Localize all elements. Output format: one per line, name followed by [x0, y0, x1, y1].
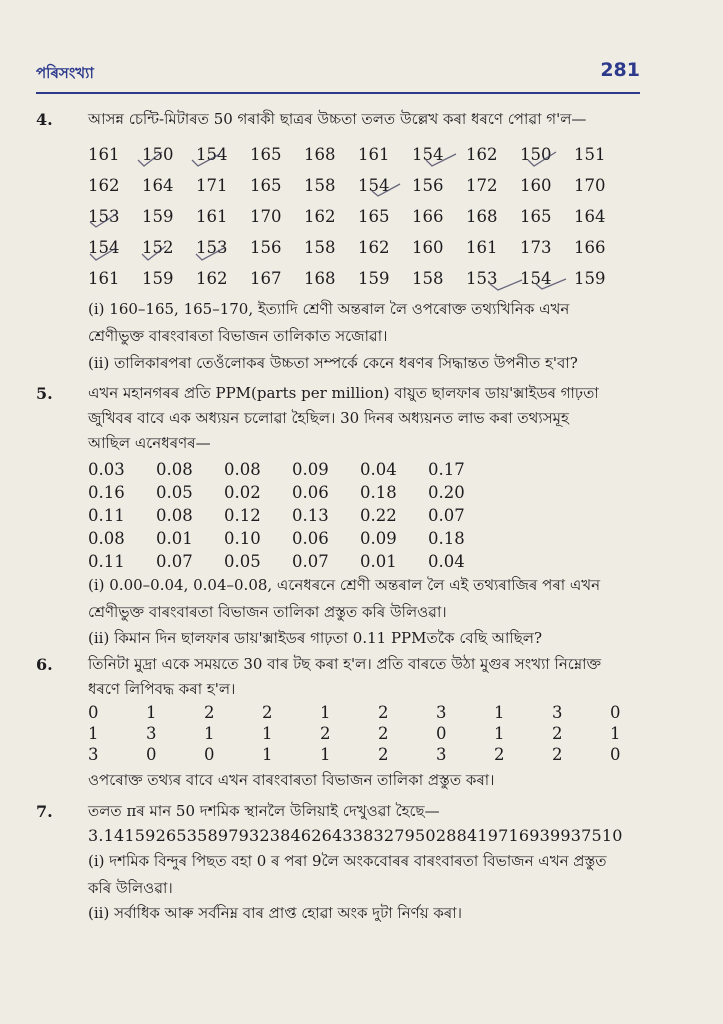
table-cell: 161 — [196, 207, 228, 226]
table-cell: 162 — [466, 145, 498, 164]
question-5-intro — [88, 381, 638, 456]
table-cell: 159 — [142, 207, 174, 226]
table-cell: 2 — [378, 703, 389, 722]
text-line: (i) 160–165, 165–170, ইত্যাদি শ্ৰেণী অন্তৰাল লৈ ওপৰোক্ত তথ্যখিনিক এখন — [88, 300, 570, 318]
table-cell: 160 — [412, 238, 444, 257]
text-line: জুখিবৰ বাবে এক অধ্যয়ন চলোৱা হৈছিল। 30 দিনৰ অধ্যয়নত লাভ কৰা তথ্যসমূহ — [88, 409, 569, 427]
table-cell: 0.12 — [224, 506, 261, 525]
table-cell: 0 — [146, 745, 157, 764]
table-cell: 170 — [250, 207, 282, 226]
text-line: (i) দশমিক বিন্দুৰ পিছত বহা 0 ৰ পৰা 9লৈ অংকবোৰৰ বাৰংবাৰতা বিভাজন এখন প্ৰস্তুত — [88, 852, 607, 870]
table-row — [88, 552, 496, 571]
table-cell: 0.20 — [428, 483, 465, 502]
table-cell: 2 — [204, 703, 215, 722]
table-cell: 152 — [142, 238, 174, 257]
table-cell: 168 — [304, 269, 336, 288]
question-4-part-1 — [88, 296, 643, 350]
table-cell: 3 — [552, 703, 563, 722]
table-cell: 161 — [88, 269, 120, 288]
table-row — [88, 529, 496, 548]
table-cell: 153 — [88, 207, 120, 226]
text-line: শ্ৰেণীভুক্ত বাৰংবাৰতা বিভাজন তালিকাত সজোৱা। — [88, 327, 388, 345]
table-cell: 166 — [412, 207, 444, 226]
table-row — [88, 724, 668, 743]
table-row — [88, 745, 668, 764]
table-row — [88, 207, 628, 226]
table-cell: 0 — [204, 745, 215, 764]
table-cell: 160 — [520, 176, 552, 195]
header-rule — [36, 92, 640, 94]
table-cell: 3 — [436, 703, 447, 722]
table-cell: 164 — [574, 207, 606, 226]
table-cell: 0.05 — [156, 483, 193, 502]
table-cell: 0.18 — [428, 529, 465, 548]
table-cell: 2 — [378, 745, 389, 764]
question-7-part-2: (ii) সৰ্বাধিক আৰু সৰ্বনিম্ন বাৰ প্ৰাপ্ত হোৱা অংক দুটা নিৰ্ণয় কৰা। — [88, 904, 462, 922]
table-cell: 161 — [358, 145, 390, 164]
table-row — [88, 703, 668, 722]
text-line: তিনিটা মুদ্ৰা একে সময়তে 30 বাৰ টছ কৰা হ'ল। প্ৰতি বাৰতে উঠা মুগুৰ সংখ্যা নিম্নোক্ত — [88, 655, 602, 673]
table-cell: 2 — [320, 724, 331, 743]
pi-digits: 3.14159265358979323846264338327950288419716939937510 — [88, 826, 623, 845]
table-cell: 0.07 — [292, 552, 329, 571]
table-cell: 0.04 — [428, 552, 465, 571]
table-cell: 3 — [146, 724, 157, 743]
table-cell: 168 — [304, 145, 336, 164]
table-cell: 165 — [520, 207, 552, 226]
table-cell: 0.08 — [156, 460, 193, 479]
table-cell: 1 — [494, 703, 505, 722]
table-cell: 2 — [494, 745, 505, 764]
table-cell: 0.04 — [360, 460, 397, 479]
question-6-instruction: ওপৰোক্ত তথ্যৰ বাবে এখন বাৰংবাৰতা বিভাজন তালিকা প্ৰস্তুত কৰা। — [88, 771, 495, 789]
table-cell: 158 — [412, 269, 444, 288]
table-row — [88, 238, 628, 257]
table-row — [88, 269, 628, 288]
page-header — [36, 59, 640, 90]
table-cell: 3 — [436, 745, 447, 764]
table-cell: 150 — [142, 145, 174, 164]
table-cell: 0 — [436, 724, 447, 743]
table-cell: 162 — [196, 269, 228, 288]
section-title: পৰিসংখ্যা — [36, 64, 94, 82]
table-cell: 162 — [358, 238, 390, 257]
table-cell: 159 — [574, 269, 606, 288]
text-line: আছিল এনেধৰণৰ— — [88, 434, 211, 452]
text-line: কৰি উলিওৱা। — [88, 879, 173, 897]
table-cell: 154 — [196, 145, 228, 164]
table-cell: 0.16 — [88, 483, 125, 502]
table-cell: 166 — [574, 238, 606, 257]
table-cell: 0 — [88, 703, 99, 722]
question-5-number: 5. — [36, 384, 53, 403]
table-cell: 1 — [88, 724, 99, 743]
table-cell: 0.06 — [292, 483, 329, 502]
table-cell: 0.13 — [292, 506, 329, 525]
table-row — [88, 176, 628, 195]
table-cell: 1 — [320, 745, 331, 764]
table-cell: 0.05 — [224, 552, 261, 571]
question-7-intro: তলত πৰ মান 50 দশমিক স্থানলৈ উলিয়াই দেখুওৱা হৈছে— — [88, 802, 440, 820]
question-4-intro: আসন্ন চেন্টি-মিটাৰত 50 গৰাকী ছাত্ৰৰ উচ্চতা তলত উল্লেখ কৰা ধৰণে পোৱা গ'ল— — [88, 110, 587, 128]
table-cell: 168 — [466, 207, 498, 226]
table-cell: 159 — [142, 269, 174, 288]
table-cell: 158 — [304, 238, 336, 257]
text-line: (i) 0.00–0.04, 0.04–0.08, এনেধৰনে শ্ৰেণী অন্তৰাল লৈ এই তথ্যৰাজিৰ পৰা এখন — [88, 576, 601, 594]
question-5-part-2: (ii) কিমান দিন ছালফাৰ ডায়'ক্সাইডৰ গাঢ়তা 0.11 PPMতকৈ বেছি আছিল? — [88, 629, 542, 647]
table-cell: 167 — [250, 269, 282, 288]
table-cell: 2 — [262, 703, 273, 722]
text-line: ধৰণে লিপিবদ্ধ কৰা হ'ল। — [88, 680, 236, 698]
table-cell: 1 — [262, 745, 273, 764]
page-number: 281 — [600, 59, 640, 81]
table-cell: 156 — [250, 238, 282, 257]
table-cell: 0.08 — [224, 460, 261, 479]
table-cell: 0.03 — [88, 460, 125, 479]
question-6-number: 6. — [36, 655, 53, 674]
table-cell: 0.10 — [224, 529, 261, 548]
table-cell: 1 — [494, 724, 505, 743]
table-cell: 165 — [250, 176, 282, 195]
table-cell: 173 — [520, 238, 552, 257]
table-cell: 0 — [610, 745, 621, 764]
table-cell: 0.01 — [360, 552, 397, 571]
table-cell: 0.08 — [156, 506, 193, 525]
table-cell: 0.11 — [88, 506, 125, 525]
table-cell: 154 — [520, 269, 552, 288]
table-cell: 162 — [88, 176, 120, 195]
table-cell: 170 — [574, 176, 606, 195]
table-cell: 156 — [412, 176, 444, 195]
table-cell: 172 — [466, 176, 498, 195]
question-5-part-1 — [88, 572, 643, 626]
table-cell: 164 — [142, 176, 174, 195]
table-cell: 159 — [358, 269, 390, 288]
table-cell: 0.11 — [88, 552, 125, 571]
table-cell: 151 — [574, 145, 606, 164]
table-cell: 1 — [262, 724, 273, 743]
table-cell: 161 — [88, 145, 120, 164]
table-cell: 0.08 — [88, 529, 125, 548]
question-7-number: 7. — [36, 802, 53, 821]
question-6-intro — [88, 652, 638, 702]
table-cell: 0.06 — [292, 529, 329, 548]
table-cell: 0.22 — [360, 506, 397, 525]
table-cell: 1 — [610, 724, 621, 743]
table-cell: 165 — [250, 145, 282, 164]
table-cell: 3 — [88, 745, 99, 764]
table-cell: 154 — [412, 145, 444, 164]
table-cell: 161 — [466, 238, 498, 257]
table-cell: 0.09 — [360, 529, 397, 548]
table-cell: 0.17 — [428, 460, 465, 479]
table-cell: 0.09 — [292, 460, 329, 479]
table-cell: 1 — [320, 703, 331, 722]
table-cell: 154 — [88, 238, 120, 257]
table-row — [88, 506, 496, 525]
table-cell: 150 — [520, 145, 552, 164]
question-7-part-1 — [88, 848, 643, 902]
table-cell: 0.07 — [428, 506, 465, 525]
table-cell: 2 — [552, 724, 563, 743]
table-row — [88, 483, 496, 502]
table-cell: 171 — [196, 176, 228, 195]
table-cell: 162 — [304, 207, 336, 226]
table-cell: 0.02 — [224, 483, 261, 502]
table-cell: 158 — [304, 176, 336, 195]
table-cell: 2 — [378, 724, 389, 743]
table-row — [88, 460, 496, 479]
text-line: শ্ৰেণীভুক্ত বাৰংবাৰতা বিভাজন তালিকা প্ৰস্তুত কৰি উলিওৱা। — [88, 603, 447, 621]
table-cell: 0.18 — [360, 483, 397, 502]
question-4-number: 4. — [36, 110, 53, 129]
table-row — [88, 145, 628, 164]
table-cell: 0.07 — [156, 552, 193, 571]
text-line: এখন মহানগৰৰ প্ৰতি PPM(parts per million) বায়ুত ছালফাৰ ডায়'ক্সাইডৰ গাঢ়তা — [88, 384, 599, 402]
table-cell: 0 — [610, 703, 621, 722]
table-cell: 0.01 — [156, 529, 193, 548]
table-cell: 165 — [358, 207, 390, 226]
table-cell: 153 — [196, 238, 228, 257]
question-4-part-2: (ii) তালিকাৰপৰা তেওঁলোকৰ উচ্চতা সম্পৰ্কে কেনে ধৰণৰ সিদ্ধান্তত উপনীত হ'বা? — [88, 354, 578, 372]
table-cell: 1 — [204, 724, 215, 743]
table-cell: 153 — [466, 269, 498, 288]
table-cell: 2 — [552, 745, 563, 764]
table-cell: 154 — [358, 176, 390, 195]
table-cell: 1 — [146, 703, 157, 722]
